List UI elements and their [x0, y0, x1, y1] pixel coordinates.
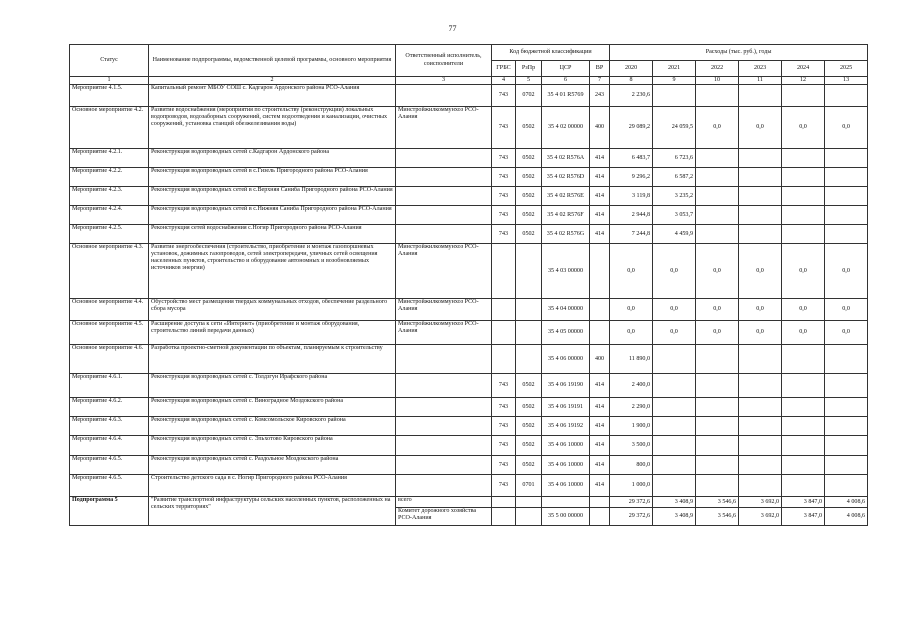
row-value-2024: [782, 475, 825, 497]
row-value-2025: [825, 398, 868, 417]
table-row: [70, 85, 868, 107]
row-executor: [396, 417, 492, 436]
row-value-2021: [653, 398, 696, 417]
table-row: [70, 345, 868, 374]
row-vr: 414: [590, 398, 610, 417]
row-grbs: 743: [492, 417, 516, 436]
row-value-2023: [739, 225, 782, 244]
row-rzpr: 0502: [516, 456, 542, 475]
subprogram-total-rzpr: [516, 497, 542, 508]
row-value-2021: 0,0: [653, 244, 696, 299]
row-value-2025: [825, 225, 868, 244]
row-name: Реконструкция водопроводных сетей с. Комсомольское Кировского района: [149, 417, 396, 436]
row-value-2022: [696, 456, 739, 475]
row-value-2020: 2 944,8: [610, 206, 653, 225]
row-value-2025: [825, 149, 868, 168]
header-csr: ЦСР: [542, 61, 590, 77]
row-value-2024: 0,0: [782, 107, 825, 149]
row-vr: 414: [590, 374, 610, 398]
table-row: [70, 225, 868, 244]
row-grbs: 743: [492, 149, 516, 168]
row-value-2025: [825, 475, 868, 497]
row-vr: 414: [590, 456, 610, 475]
row-value-2025: [825, 417, 868, 436]
row-name: Реконструкция водопроводных сетей в с.Нижняя Саниба Пригородного района РСО-Алания: [149, 206, 396, 225]
subprogram-committee-csr: 35 5 00 00000: [542, 508, 590, 526]
subprogram-total-csr: [542, 497, 590, 508]
row-value-2021: 3 235,2: [653, 187, 696, 206]
header-status: Статус: [70, 45, 149, 77]
row-value-2020: 11 890,0: [610, 345, 653, 374]
row-value-2023: [739, 168, 782, 187]
row-value-2020: 2 400,0: [610, 374, 653, 398]
row-grbs: [492, 299, 516, 321]
row-value-2023: 0,0: [739, 321, 782, 345]
row-value-2025: [825, 187, 868, 206]
row-value-2023: 0,0: [739, 107, 782, 149]
row-csr: 35 4 05 00000: [542, 321, 590, 345]
row-value-2020: 2 290,0: [610, 398, 653, 417]
row-value-2020: 1 000,0: [610, 475, 653, 497]
row-rzpr: [516, 321, 542, 345]
row-value-2024: [782, 345, 825, 374]
row-value-2022: [696, 374, 739, 398]
header-year: 2023: [739, 61, 782, 77]
row-rzpr: [516, 244, 542, 299]
row-name: Расширение доступа к сети «Интернет» (приобретение и монтаж оборудования, строительство линий передачи данных): [149, 321, 396, 345]
row-grbs: 743: [492, 475, 516, 497]
row-grbs: 743: [492, 398, 516, 417]
row-csr: 35 4 02 00000: [542, 107, 590, 149]
subprogram-total-2022: 3 546,6: [696, 497, 739, 508]
row-csr: 35 4 06 10000: [542, 456, 590, 475]
row-status: Мероприятие 4.1.5.: [70, 85, 149, 107]
row-value-2025: [825, 345, 868, 374]
row-value-2025: 0,0: [825, 321, 868, 345]
column-number: 2: [149, 77, 396, 85]
subprogram-committee-2025: 4 008,6: [825, 508, 868, 526]
subprogram-total-2023: 3 692,0: [739, 497, 782, 508]
row-executor: [396, 168, 492, 187]
row-value-2025: 0,0: [825, 299, 868, 321]
row-value-2025: 0,0: [825, 107, 868, 149]
row-value-2023: [739, 187, 782, 206]
table-row: [70, 244, 868, 299]
row-value-2021: 6 587,2: [653, 168, 696, 187]
row-name: Реконструкция водопроводных сетей с.Кадгарон Ардонского района: [149, 149, 396, 168]
row-status: Мероприятие 4.2.1.: [70, 149, 149, 168]
budget-table: [69, 44, 868, 526]
row-grbs: 743: [492, 436, 516, 456]
row-value-2020: 0,0: [610, 299, 653, 321]
table-row: [70, 436, 868, 456]
row-value-2023: [739, 374, 782, 398]
row-status: Мероприятие 4.6.5.: [70, 456, 149, 475]
row-value-2023: [739, 436, 782, 456]
row-value-2022: [696, 187, 739, 206]
row-value-2023: [739, 456, 782, 475]
row-value-2020: 0,0: [610, 244, 653, 299]
row-grbs: 743: [492, 456, 516, 475]
row-value-2022: 0,0: [696, 299, 739, 321]
row-executor: Минстройжилкоммунхоз РСО-Алания: [396, 299, 492, 321]
column-number: 6: [542, 77, 590, 85]
row-csr: 35 4 04 00000: [542, 299, 590, 321]
row-csr: 35 4 06 19192: [542, 417, 590, 436]
row-value-2021: 3 053,7: [653, 206, 696, 225]
row-rzpr: 0502: [516, 374, 542, 398]
row-csr: 35 4 02 R576G: [542, 225, 590, 244]
table-row: [70, 299, 868, 321]
row-value-2023: [739, 417, 782, 436]
row-value-2022: [696, 345, 739, 374]
table-row: [70, 149, 868, 168]
header-year: 2021: [653, 61, 696, 77]
row-value-2023: [739, 85, 782, 107]
header-budget-code: Код бюджетной классификации: [492, 45, 610, 61]
row-value-2020: 29 089,2: [610, 107, 653, 149]
row-status: Мероприятие 4.2.4.: [70, 206, 149, 225]
row-csr: 35 4 02 R576A: [542, 149, 590, 168]
row-name: Обустройство мест размещения твердых коммунальных отходов, обеспечение раздельного сбора мусора: [149, 299, 396, 321]
row-vr: 414: [590, 417, 610, 436]
row-status: Мероприятие 4.6.2.: [70, 398, 149, 417]
row-value-2021: [653, 85, 696, 107]
row-rzpr: [516, 299, 542, 321]
subprogram-total-vr: [590, 497, 610, 508]
column-number: 7: [590, 77, 610, 85]
row-value-2021: 6 723,6: [653, 149, 696, 168]
header-rzpr: РзПр: [516, 61, 542, 77]
row-value-2020: 1 900,0: [610, 417, 653, 436]
row-vr: 414: [590, 206, 610, 225]
row-vr: 414: [590, 436, 610, 456]
row-value-2025: 0,0: [825, 244, 868, 299]
row-vr: [590, 321, 610, 345]
row-status: Мероприятие 4.6.5.: [70, 475, 149, 497]
row-rzpr: 0502: [516, 436, 542, 456]
column-number: 3: [396, 77, 492, 85]
row-value-2025: [825, 168, 868, 187]
row-csr: 35 4 01 R5769: [542, 85, 590, 107]
subprogram-total-label: всего: [396, 497, 492, 508]
row-csr: 35 4 02 R576E: [542, 187, 590, 206]
row-value-2025: [825, 456, 868, 475]
row-csr: 35 4 06 10000: [542, 475, 590, 497]
row-value-2024: [782, 436, 825, 456]
row-value-2021: [653, 475, 696, 497]
row-name: Реконструкция сетей водоснабжения с.Ногир Пригородного района РСО-Алания: [149, 225, 396, 244]
row-vr: 414: [590, 149, 610, 168]
row-value-2022: 0,0: [696, 321, 739, 345]
subprogram-committee-2021: 3 408,9: [653, 508, 696, 526]
column-number: 8: [610, 77, 653, 85]
table-row: [70, 456, 868, 475]
row-name: Реконструкция водопроводных сетей с. Толдзгун Ирафского района: [149, 374, 396, 398]
table-row: [70, 374, 868, 398]
table-row: [70, 475, 868, 497]
row-status: Мероприятие 4.2.5.: [70, 225, 149, 244]
header-name: Наименование подпрограммы, ведомственной целевой программы, основного мероприятия: [149, 45, 396, 77]
row-status: Мероприятие 4.2.3.: [70, 187, 149, 206]
row-value-2022: [696, 225, 739, 244]
row-status: Мероприятие 4.2.2.: [70, 168, 149, 187]
row-rzpr: 0502: [516, 206, 542, 225]
row-grbs: 743: [492, 107, 516, 149]
row-executor: [396, 225, 492, 244]
header-year: 2020: [610, 61, 653, 77]
table-row: [70, 187, 868, 206]
row-name: Строительство детского сада в с. Ногир Пригородного района РСО-Алания: [149, 475, 396, 497]
row-value-2020: 3 500,0: [610, 436, 653, 456]
row-value-2021: [653, 436, 696, 456]
row-value-2023: [739, 398, 782, 417]
row-value-2020: 2 230,6: [610, 85, 653, 107]
row-status: Основное мероприятие 4.5.: [70, 321, 149, 345]
table-row: [70, 398, 868, 417]
row-value-2023: 0,0: [739, 299, 782, 321]
row-value-2023: [739, 345, 782, 374]
row-csr: 35 4 06 19190: [542, 374, 590, 398]
row-csr: 35 4 06 10000: [542, 436, 590, 456]
row-name: Разработка проектно-сметной документации по объектам, планируемым к строительству: [149, 345, 396, 374]
row-value-2021: 4 459,9: [653, 225, 696, 244]
row-rzpr: 0502: [516, 149, 542, 168]
row-value-2024: [782, 398, 825, 417]
row-value-2024: [782, 206, 825, 225]
subprogram-total-2024: 3 847,0: [782, 497, 825, 508]
row-csr: 35 4 02 R576D: [542, 168, 590, 187]
row-status: Мероприятие 4.6.3.: [70, 417, 149, 436]
row-executor: [396, 206, 492, 225]
header-vr: ВР: [590, 61, 610, 77]
subprogram-committee-2023: 3 692,0: [739, 508, 782, 526]
row-grbs: 743: [492, 85, 516, 107]
row-value-2023: [739, 206, 782, 225]
row-grbs: 743: [492, 168, 516, 187]
row-value-2023: [739, 149, 782, 168]
page-number: 77: [448, 24, 457, 33]
subprogram-name: "Развитие транспортной инфраструктуры сельских населенных пунктов, расположенных на сельских территориях": [149, 497, 396, 526]
table-row: [70, 107, 868, 149]
row-status: Основное мероприятие 4.3.: [70, 244, 149, 299]
row-vr: 414: [590, 225, 610, 244]
row-status: Основное мероприятие 4.2.: [70, 107, 149, 149]
row-value-2024: [782, 168, 825, 187]
row-value-2023: 0,0: [739, 244, 782, 299]
row-grbs: 743: [492, 206, 516, 225]
row-value-2021: [653, 456, 696, 475]
column-number: 12: [782, 77, 825, 85]
row-value-2025: [825, 374, 868, 398]
row-value-2022: 0,0: [696, 107, 739, 149]
row-executor: [396, 456, 492, 475]
subprogram-total-2021: 3 408,9: [653, 497, 696, 508]
row-vr: [590, 299, 610, 321]
row-executor: [396, 85, 492, 107]
subprogram-committee-2020: 29 372,6: [610, 508, 653, 526]
row-rzpr: 0502: [516, 398, 542, 417]
row-vr: 243: [590, 85, 610, 107]
row-rzpr: 0702: [516, 85, 542, 107]
subprogram-committee-2022: 3 546,6: [696, 508, 739, 526]
column-number: 13: [825, 77, 868, 85]
row-vr: [590, 244, 610, 299]
subprogram-committee-2024: 3 847,0: [782, 508, 825, 526]
row-grbs: 743: [492, 187, 516, 206]
row-value-2020: 7 244,8: [610, 225, 653, 244]
column-number: 11: [739, 77, 782, 85]
header-expenses: Расходы (тыс. руб.), годы: [610, 45, 868, 61]
subprogram-total-2025: 4 008,6: [825, 497, 868, 508]
row-value-2024: [782, 417, 825, 436]
row-value-2020: 6 483,7: [610, 149, 653, 168]
row-value-2022: [696, 206, 739, 225]
row-value-2024: [782, 187, 825, 206]
row-value-2021: [653, 374, 696, 398]
header-year: 2022: [696, 61, 739, 77]
row-csr: 35 4 03 00000: [542, 244, 590, 299]
header-year: 2024: [782, 61, 825, 77]
row-value-2021: 0,0: [653, 321, 696, 345]
row-value-2024: 0,0: [782, 244, 825, 299]
row-status: Основное мероприятие 4.4.: [70, 299, 149, 321]
row-grbs: [492, 244, 516, 299]
row-status: Мероприятие 4.6.4.: [70, 436, 149, 456]
row-value-2024: [782, 374, 825, 398]
subprogram-committee-grbs: [492, 508, 516, 526]
row-value-2021: 0,0: [653, 299, 696, 321]
row-grbs: 743: [492, 374, 516, 398]
row-value-2021: 24 059,5: [653, 107, 696, 149]
column-number: 9: [653, 77, 696, 85]
column-number-row: [70, 77, 868, 85]
row-value-2022: [696, 417, 739, 436]
subprogram-committee-rzpr: [516, 508, 542, 526]
row-executor: [396, 475, 492, 497]
row-rzpr: 0701: [516, 475, 542, 497]
row-vr: 414: [590, 168, 610, 187]
row-csr: 35 4 06 19191: [542, 398, 590, 417]
subprogram-total-grbs: [492, 497, 516, 508]
row-value-2025: [825, 436, 868, 456]
row-value-2021: [653, 417, 696, 436]
row-csr: 35 4 02 R576F: [542, 206, 590, 225]
subprogram-committee-executor: Комитет дорожного хозяйства РСО-Алания: [396, 508, 492, 526]
row-executor: Минстройжилкоммунхоз РСО-Алания: [396, 244, 492, 299]
header-executor: Ответственный исполнитель, соисполнители: [396, 45, 492, 77]
row-value-2024: 0,0: [782, 321, 825, 345]
row-value-2024: [782, 456, 825, 475]
table-row: [70, 417, 868, 436]
row-executor: [396, 398, 492, 417]
row-value-2020: 0,0: [610, 321, 653, 345]
row-value-2022: [696, 168, 739, 187]
row-rzpr: 0502: [516, 225, 542, 244]
table-row: [70, 321, 868, 345]
row-value-2020: 9 296,2: [610, 168, 653, 187]
row-vr: 400: [590, 345, 610, 374]
row-executor: [396, 187, 492, 206]
row-value-2021: [653, 345, 696, 374]
row-rzpr: [516, 345, 542, 374]
row-name: Развитие водоснабжения (мероприятия по строительству (реконструкции) локальных водопроводов, водозаборных сооружений, систем водоотведения и канализации, очистных сооружений, установка станций обезжелезивания воды): [149, 107, 396, 149]
row-vr: 414: [590, 187, 610, 206]
row-rzpr: 0502: [516, 417, 542, 436]
row-value-2020: 800,0: [610, 456, 653, 475]
row-value-2020: 3 119,8: [610, 187, 653, 206]
row-value-2022: [696, 398, 739, 417]
column-number: 5: [516, 77, 542, 85]
row-csr: 35 4 06 00000: [542, 345, 590, 374]
row-executor: Минстройжилкоммунхоз РСО-Алания: [396, 321, 492, 345]
subprogram-committee-vr: [590, 508, 610, 526]
row-value-2022: 0,0: [696, 244, 739, 299]
table-row: [70, 168, 868, 187]
row-value-2025: [825, 206, 868, 225]
subprogram-total-2020: 29 372,6: [610, 497, 653, 508]
row-executor: [396, 436, 492, 456]
header-grbs: ГРБС: [492, 61, 516, 77]
row-executor: [396, 149, 492, 168]
row-value-2023: [739, 475, 782, 497]
row-name: Развитие энергообеспечения (строительство, приобретение и монтаж газопоршневых установок, дожимных газопроводов, сетей электропередачи, уличных сетей освещения населенных пунктов, строительство и оборудование автономных и возобновляемых источников энергии): [149, 244, 396, 299]
subprogram-status: Подпрограмма 5: [70, 497, 149, 526]
column-number: 10: [696, 77, 739, 85]
row-value-2024: 0,0: [782, 299, 825, 321]
row-executor: [396, 374, 492, 398]
row-grbs: 743: [492, 225, 516, 244]
column-number: 4: [492, 77, 516, 85]
column-number: 1: [70, 77, 149, 85]
row-rzpr: 0502: [516, 107, 542, 149]
row-value-2022: [696, 85, 739, 107]
row-grbs: [492, 321, 516, 345]
row-status: Основное мероприятие 4.6.: [70, 345, 149, 374]
row-name: Реконструкция водопроводных сетей в с.Гизель Пригородного района РСО-Алания: [149, 168, 396, 187]
row-value-2024: [782, 149, 825, 168]
row-grbs: [492, 345, 516, 374]
row-vr: 400: [590, 107, 610, 149]
table-row: [70, 206, 868, 225]
row-rzpr: 0502: [516, 187, 542, 206]
row-value-2025: [825, 85, 868, 107]
row-name: Реконструкция водопроводных сетей с. Раздольное Моздокского района: [149, 456, 396, 475]
row-value-2024: [782, 225, 825, 244]
row-vr: 414: [590, 475, 610, 497]
header-year: 2025: [825, 61, 868, 77]
row-name: Капитальный ремонт МБОУ СОШ с. Кадгарон Ардонского района РСО-Алания: [149, 85, 396, 107]
row-value-2022: [696, 149, 739, 168]
row-name: Реконструкция водопроводных сетей с. Эльхотово Кировского района: [149, 436, 396, 456]
row-executor: [396, 345, 492, 374]
row-rzpr: 0502: [516, 168, 542, 187]
row-value-2024: [782, 85, 825, 107]
row-value-2022: [696, 436, 739, 456]
subprogram-total-row: [70, 497, 868, 508]
row-name: Реконструкция водопроводных сетей в с.Верхняя Саниба Пригородного района РСО-Алания: [149, 187, 396, 206]
row-value-2022: [696, 475, 739, 497]
row-name: Реконструкция водопроводных сетей с. Виноградное Моздокского района: [149, 398, 396, 417]
row-status: Мероприятие 4.6.1.: [70, 374, 149, 398]
row-executor: Минстройжилкоммунхоз РСО-Алания: [396, 107, 492, 149]
